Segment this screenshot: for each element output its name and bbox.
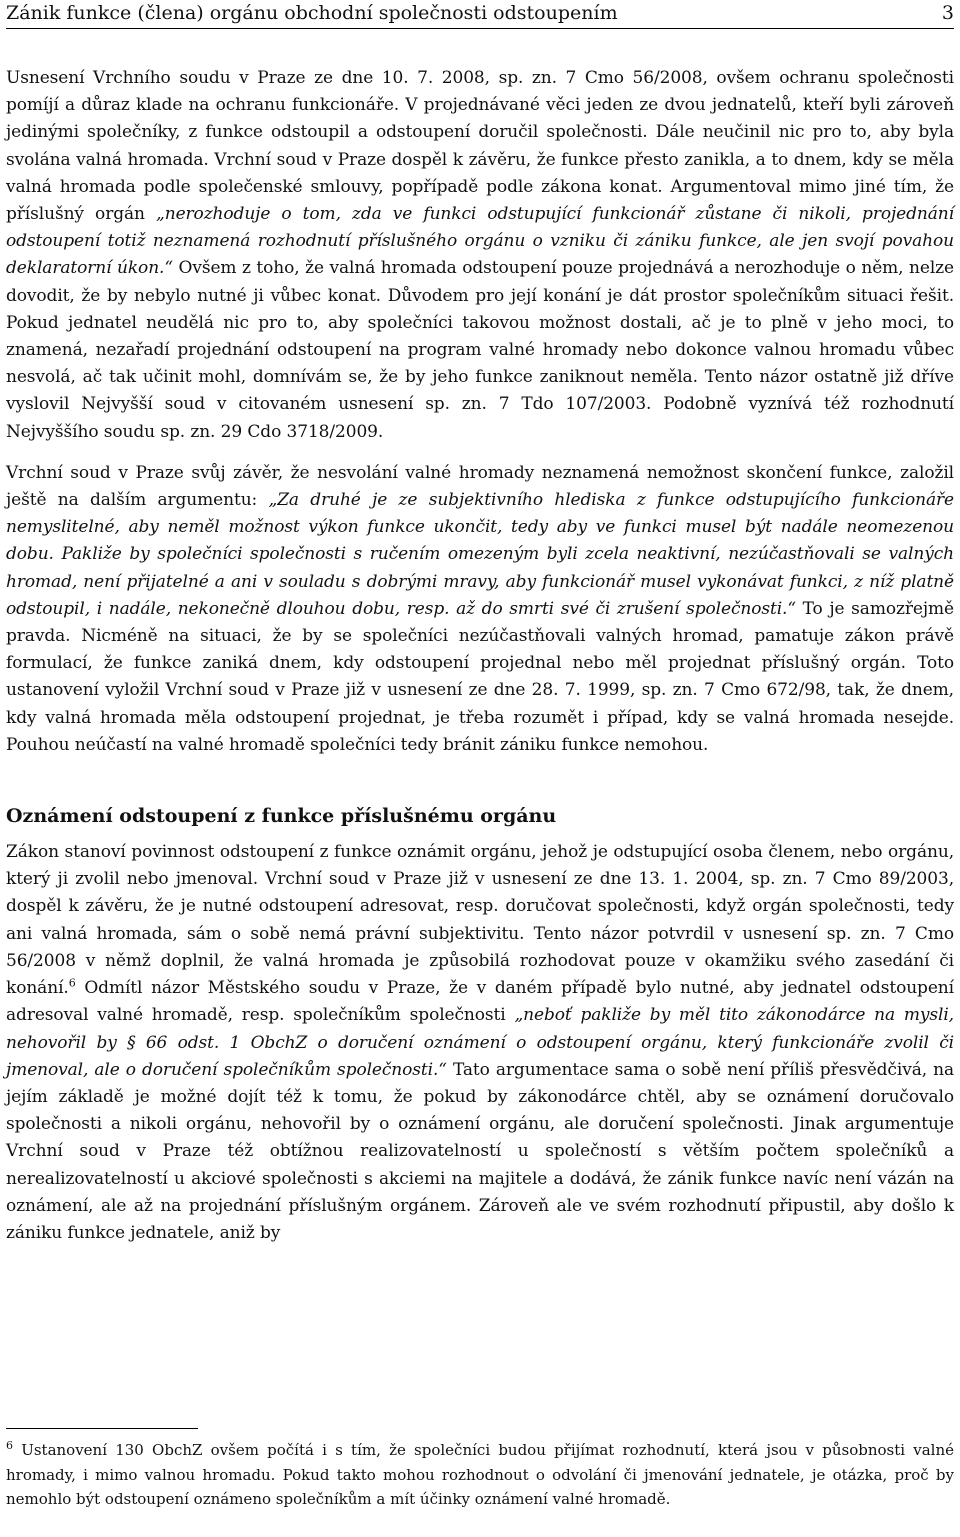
paragraph-2-text-b: To je samozřejmě pravda. Nicméně na situaci, že by se společníci nezúčastňovali valných hromad, pamatuje zákon právě formulací, že funkce zaniká dnem, kdy odstoupení projednal nebo měl projednat příslušný orgán. Toto ustanovení vyložil Vrchní soud v Praze již v usnesení ze dne 28. 7. 1999, sp. zn. 7 Cmo 672/98, tak, že dnem, kdy valná hromada měla odstoupení projednat, je třeba rozumět i případ, kdy se valná hromada nesejde. Pouhou neúčastí na valné hromadě společníci tedy bránit zániku funkce nemohou. <box>6 598 954 755</box>
footnote-reference[interactable]: 6 <box>68 976 76 990</box>
paragraph-1-text-b: Ovšem z toho, že valná hromada odstoupení pouze projednává a nerozhoduje o něm, nelze dovodit, že by nebylo nutné ji vůbec konat. Důvodem pro její konání je dát prostor společníkům situaci řešit. Pokud jednatel neudělá nic pro to, aby společníci takovou možnost dostali, ač je to plně v jeho moci, to znamená, nezařadí projednání odstoupení na program valné hromady nebo dokonce valnou hromadu vůbec nesvolá, ač tak učinit mohl, domnívám se, že by jeho funkce zaniknout neměla. Tento názor ostatně již dříve vyslovil Nejvyšší soud v citovaném usnesení sp. zn. 7 Tdo 107/2003. Podobně vyznívá též rozhodnutí Nejvyššího soudu sp. zn. 29 Cdo 3718/2009. <box>6 258 954 442</box>
paragraph-1-quote: „nerozhoduje o tom, zda ve funkci odstupující funkcionář zůstane či nikoli, projednání odstoupení totiž neznamená rozhodnutí příslušného orgánu o vzniku či zániku funkce, ale jen svojí povahou deklaratorní úkon.“ <box>6 204 954 279</box>
section-heading: Oznámení odstoupení z funkce příslušnému orgánu <box>6 805 557 828</box>
footnote <box>6 1438 954 1512</box>
page-number: 3 <box>941 2 954 24</box>
paragraph-2 <box>6 460 954 759</box>
paragraph-1 <box>6 65 954 446</box>
paragraph-3-text-c: Tato argumentace sama o sobě není příliš přesvědčivá, na jejím základě je možné dojít též k tomu, že pokud by zákonodárce chtěl, aby se oznámení doručovalo společnosti a nikoli orgánu, nehovořil by o oznámení orgánu, ale doručení společnosti. Jinak argumentuje Vrchní soud v Praze též obtížnou realizovatelností u společností s větším počtem společníků a nerealizovatelností u akciové společnosti s akciemi na majitele a dodává, že zánik funkce navíc není vázán na oznámení, ale až na projednání příslušným orgánem. Zároveň ale ve svém rozhodnutí připustil, aby došlo k zániku funkce jednatele, aniž by <box>6 1059 954 1243</box>
paragraph-3-text-a: Zákon stanoví povinnost odstoupení z funkce oznámit orgánu, jehož je odstupující osoba členem, nebo orgánu, který ji zvolil nebo jmenoval. Vrchní soud v Praze již v usnesení ze dne 13. 1. 2004, sp. zn. 7 Cmo 89/2003, dospěl k závěru, že je nutné odstoupení adresovat, resp. doručovat společnosti, když orgán společnosti, tedy ani valná hromada, sám o sobě nemá právní subjektivitu. Tento názor potvrdil v usnesení sp. zn. 7 Cmo 56/2008 v němž doplnil, že valná hromada je způsobilá rozhodovat pouze v okamžiku svého zasedání či konání. <box>6 842 954 999</box>
running-header <box>6 0 954 29</box>
paragraph-1-text-a: Usnesení Vrchního soudu v Praze ze dne 10. 7. 2008, sp. zn. 7 Cmo 56/2008, ovšem ochranu společnosti pomíjí a důraz klade na ochranu funkcionáře. V projednávané věci jeden ze dvou jednatelů, kteří byli zároveň jedinými společníky, z funkce odstoupil a odstoupení doručil společnosti. Dále neučinil nic pro to, aby byla svolána valná hromada. Vrchní soud v Praze dospěl k závěru, že funkce přesto zanikla, a to dnem, kdy se měla valná hromada podle společenské smlouvy, popřípadě podle zákona konat. Argumentoval mimo jiné tím, že příslušný orgán <box>6 68 954 225</box>
footnote-text: Ustanovení 130 ObchZ ovšem počítá i s tím, že společníci budou přijímat rozhodnutí, která jsou v působnosti valné hromady, i mimo valnou hromadu. Pokud takto mohou rozhodnout o odvolání či jmenování jednatele, je otázka, proč by nemohlo být odstoupení oznámeno společníkům a mít účinky oznámení valné hromadě. <box>6 1441 954 1508</box>
paragraph-2-text-a: Vrchní soud v Praze svůj závěr, že nesvolání valné hromady neznamená nemožnost skončení funkce, založil ještě na dalším argumentu: <box>6 462 954 511</box>
paragraph-3 <box>6 839 954 1247</box>
footnote-number: 6 <box>6 1439 13 1452</box>
paragraph-3-text-b: Odmítl názor Městského soudu v Praze, že v daném případě bylo nutné, aby jednatel odstoupení adresoval valné hromadě, resp. společníkům společnosti <box>6 978 954 1026</box>
paragraph-2-quote: „Za druhé je ze subjektivního hlediska z funkce odstupujícího funkcionáře nemyslitelné, aby neměl možnost výkon funkce ukončit, tedy aby ve funkci musel být nadále neomezenou dobu. Pakliže by společníci společnosti s ručením omezeným byli zcela neaktivní, nezúčastňovali se valných hromad, není přijatelné a ani v souladu s dobrými mravy, aby funkcionář musel vykonávat funkci, z níž platně odstoupil, i nadále, nekonečně dlouhou dobu, resp. až do smrti své či zrušení společnosti.“ <box>6 490 954 619</box>
paragraph-3-quote: „neboť pakliže by měl tito zákonodárce na mysli, nehovořil by § 66 odst. 1 ObchZ o doručení oznámení o odstoupení orgánu, který funkcionáře zvolil či jmenoval, ale o doručení společníkům společnosti.“ <box>6 1005 954 1080</box>
header-title: Zánik funkce (člena) orgánu obchodní společnosti odstoupením <box>6 2 618 24</box>
footnote-separator <box>6 1428 198 1429</box>
